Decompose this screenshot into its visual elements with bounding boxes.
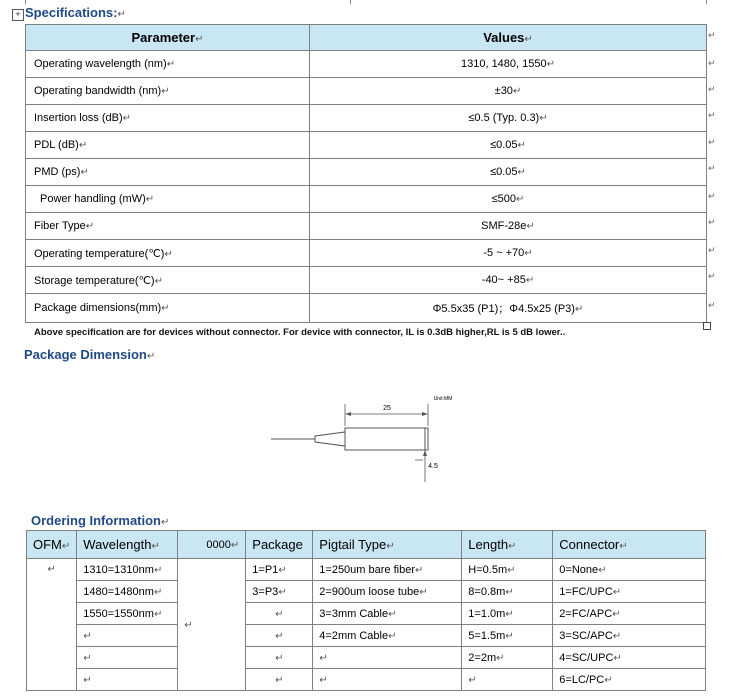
code-header: 0000↵ — [178, 531, 246, 559]
table-row: PDL (dB)↵ ≤0.05↵ — [26, 132, 707, 159]
spec-header-row — [26, 25, 707, 51]
diameter-dimension-label: 4.5 — [428, 463, 438, 470]
table-row: Fiber Type↵ SMF-28e↵ — [26, 213, 707, 240]
table-row: ↵ ↵ 4=2mm Cable↵ 5=1.5m↵ 3=SC/APC↵ — [27, 625, 706, 647]
ordering-header-row — [27, 531, 706, 559]
table-row: ↵ 1310=1310nm↵ ↵ 1=P1↵ 1=250um bare fiber↵ H=0.5m↵ 0=None↵ — [27, 559, 706, 581]
table-row: Operating bandwidth (nm)↵ ±30↵ — [26, 78, 707, 105]
strain-relief-boot — [315, 432, 345, 446]
table-row: Power handling (mW)↵ ≤500↵ — [26, 186, 707, 213]
pigtail-type-header: Pigtail Type↵ — [313, 531, 462, 559]
specifications-table — [25, 24, 707, 323]
table-row: Package dimensions(mm)↵ Φ5.5x35 (P1)；Φ4.5x25 (P3)↵ — [26, 294, 707, 323]
connector-header: Connector↵ — [553, 531, 706, 559]
package-dimension-drawing — [265, 390, 465, 490]
table-row: Storage temperature(℃)↵ -40~ +85↵ — [26, 267, 707, 294]
table-row: Insertion loss (dB)↵ ≤0.5 (Typ. 0.3)↵ — [26, 105, 707, 132]
values-header: Values↵ — [310, 25, 707, 51]
specifications-heading: Specifications:↵ — [25, 5, 126, 20]
table-row: 1480=1480nm↵ 3=P3↵ 2=900um loose tube↵ 8=0.8m↵ 1=FC/UPC↵ — [27, 581, 706, 603]
table-row: ↵ ↵ ↵ ↵ 6=LC/PC↵ — [27, 669, 706, 691]
length-header: Length↵ — [462, 531, 553, 559]
table-move-handle-icon[interactable]: + — [12, 9, 24, 21]
table-row: Operating temperature(℃)↵ -5 ~ +70↵ — [26, 240, 707, 267]
ordering-information-heading: Ordering Information↵ — [31, 513, 170, 528]
package-header: Package — [246, 531, 313, 559]
top-rule — [25, 0, 707, 1]
wavelength-header: Wavelength↵ — [77, 531, 178, 559]
length-dimension-label: 25 — [383, 405, 391, 412]
table-resize-handle-icon[interactable] — [703, 322, 711, 330]
parameter-header: Parameter↵ — [26, 25, 310, 51]
device-body — [345, 428, 428, 450]
table-row: 1550=1550nm↵ ↵ 3=3mm Cable↵ 1=1.0m↵ 2=FC/APC↵ — [27, 603, 706, 625]
ofm-header: OFM↵ — [27, 531, 77, 559]
table-row: Operating wavelength (nm)↵ 1310, 1480, 1550↵ — [26, 51, 707, 78]
package-dimension-heading: Package Dimension↵ — [24, 347, 156, 362]
spec-note: Above specification are for devices without connector. For device with connector, IL is 0.3dB higher,RL is 5 dB lower.. — [34, 327, 566, 338]
unit-label: Unit:MM — [433, 396, 453, 402]
ordering-table — [26, 530, 706, 691]
table-row: ↵ ↵ ↵ 2=2m↵ 4=SC/UPC↵ — [27, 647, 706, 669]
table-row: PMD (ps)↵ ≤0.05↵ — [26, 159, 707, 186]
